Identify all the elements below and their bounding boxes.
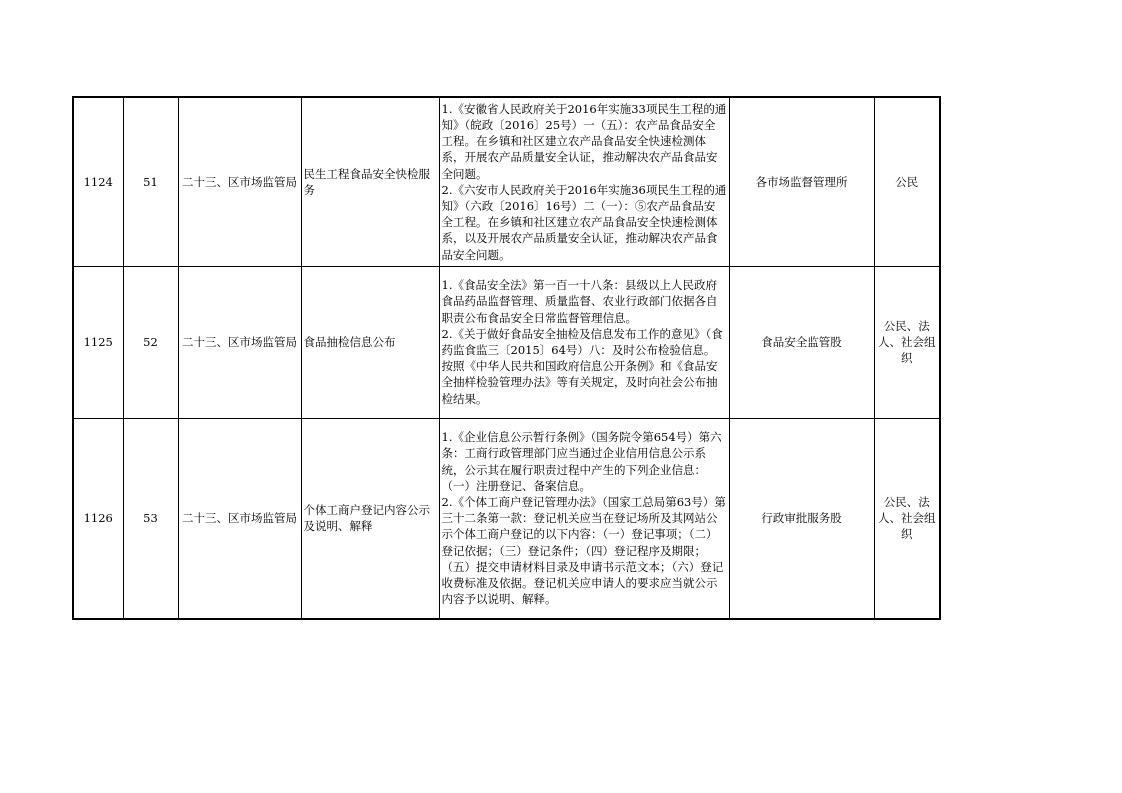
row-target: 公民、法人、社会组织 (874, 418, 940, 619)
row-department: 二十三、区市场监管局 (178, 266, 301, 418)
disclosure-table (72, 96, 941, 620)
row-seq: 1124 (73, 97, 123, 266)
basis-text: 1.《企业信息公示暂行条例》（国务院令第654号）第六条：工商行政管理部门应当通过企业信用信息公示系统，公示其在履行职责过程中产生的下列企业信息：（一）注册登记、备案信息。 2.《个体工商户登记管理办法》（国家工总局第63号）第三十二条第一款：登记机关应当在登记场所及其网站公示个体工商户登记的以下内容：（一）登记事项；（二）登记依据；（三）登记条件；（四）登记程序及期限；（五）提交申请材料目录及申请书示范文本；（六）登记收费标准及依据。登记机关应申请人的要求应当就公示内容予以说明、解释。 (441, 430, 726, 607)
row-unit: 行政审批服务股 (729, 418, 874, 619)
basis-text: 1.《安徽省人民政府关于2016年实施33项民生工程的通知》（皖政〔2016〕25号）一（五）：农产品食品安全工程。在乡镇和社区建立农产品食品安全快速检测体系，开展农产品质量安全认证，推动解决农产品食品安全问题。 2.《六安市人民政府关于2016年实施36项民生工程的通知》（六政〔2016〕16号）二（一）：⑤农产品食品安全工程。在乡镇和社区建立农产品食品安全快速检测体系，以及开展农产品质量安全认证，推动解决农产品食品安全问题。 (441, 101, 727, 262)
row-basis (439, 97, 729, 266)
row-unit: 食品安全监管股 (729, 266, 874, 418)
table-row (73, 97, 940, 266)
row-item: 食品抽检信息公布 (301, 266, 439, 418)
row-department: 二十三、区市场监管局 (178, 418, 301, 619)
table-row (73, 418, 940, 619)
row-seq: 1126 (73, 418, 123, 619)
row-basis (439, 418, 729, 619)
row-target: 公民、法人、社会组织 (874, 266, 940, 418)
row-seq: 1125 (73, 266, 123, 418)
row-basis (439, 266, 729, 418)
row-department: 二十三、区市场监管局 (178, 97, 301, 266)
row-item: 个体工商户登记内容公示及说明、解释 (301, 418, 439, 619)
row-sub-seq: 51 (123, 97, 178, 266)
basis-text: 1.《食品安全法》第一百一十八条：县级以上人民政府食品药品监督管理、质量监督、农业行政部门依据各自职责公布食品安全日常监督管理信息。 2.《关于做好食品安全抽检及信息发布工作的意见》（食药监食监三〔2015〕64号）八：及时公布检验信息。按照《中华人民共和国政府信息公开条例》和《食品安全抽样检验管理办法》等有关规定，及时向社会公布抽检结果。 (441, 278, 723, 406)
table-row (73, 266, 940, 418)
row-sub-seq: 52 (123, 266, 178, 418)
row-target: 公民 (874, 97, 940, 266)
row-unit: 各市场监督管理所 (729, 97, 874, 266)
row-item: 民生工程食品安全快检服务 (301, 97, 439, 266)
row-sub-seq: 53 (123, 418, 178, 619)
